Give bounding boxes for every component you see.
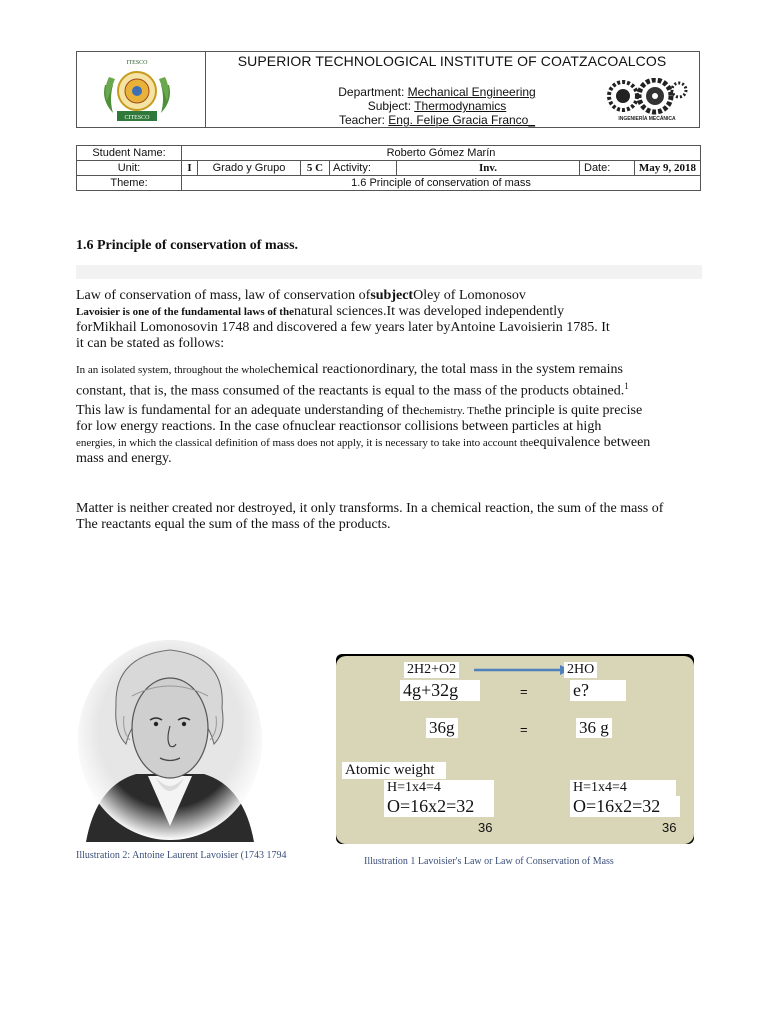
document-header <box>76 51 700 128</box>
unit-row <box>77 161 701 176</box>
p3-text-d: for low energy reactions. In the case ofnuclear reactionsor collisions between particles at high <box>76 419 602 434</box>
logo-bottom-text: CITESCO <box>124 115 150 121</box>
department-line <box>317 85 557 99</box>
p1-text-g: it can be stated as follows: <box>76 336 225 351</box>
p2-text-c: constant, that is, the mass consumed of the reactants is equal to the mass of the products obtained. <box>76 383 625 399</box>
date-cell <box>580 161 701 176</box>
department-label: Department: <box>338 85 408 99</box>
student-value: Roberto Gómez Marín <box>182 146 701 161</box>
p1-text-d: Lavoisier is one of the fundamental laws of the <box>76 306 294 318</box>
eng-logo-text: INGENIERÍA MECÁNICA <box>618 116 676 122</box>
subject-line <box>317 99 557 113</box>
p1-text-a: Law of conservation of mass, law of conservation of <box>76 288 371 303</box>
logo-cell <box>77 52 206 127</box>
date-value: May 9, 2018 <box>638 162 697 174</box>
atomic-weight-label: Atomic weight <box>342 762 446 779</box>
products-formula: 2HO <box>564 662 597 678</box>
paragraph-1 <box>76 288 702 352</box>
oxygen-left: O=16x2=32 <box>384 796 494 817</box>
equals-sign-1: = <box>520 684 528 699</box>
group-label: Grado y Grupo <box>198 161 301 176</box>
paragraph-3 <box>76 403 702 467</box>
equals-sign-2: = <box>520 722 528 737</box>
hydrogen-left: H=1x4=4 <box>384 780 494 796</box>
theme-label: Theme: <box>77 176 182 191</box>
oxygen-right: O=16x2=32 <box>570 796 680 817</box>
mechanical-engineering-logo <box>605 78 689 124</box>
p1-text-f: forMikhail Lomonosovin 1748 and discovered a few years later byAntoine Lavoisierin 1785. It <box>76 320 610 335</box>
p3-text-g: mass and energy. <box>76 451 172 466</box>
date-label: Date: <box>580 161 635 175</box>
unit-value: I <box>182 161 198 176</box>
shaded-band <box>76 265 702 279</box>
p4-text-a: Matter is neither created nor destroyed, it only transforms. In a chemical reaction, the sum of the mass of <box>76 501 664 516</box>
p2-text-a: In an isolated system, throughout the whole <box>76 364 269 376</box>
institute-name: SUPERIOR TECHNOLOGICAL INSTITUTE OF COATZACOALCOS <box>237 53 667 69</box>
paragraph-2 <box>76 362 702 400</box>
sum-right: 36 <box>662 820 677 835</box>
p4-text-b: The reactants equal the sum of the mass of the products. <box>76 517 391 532</box>
teacher-label: Teacher: <box>338 113 389 127</box>
hydrogen-right: H=1x4=4 <box>570 780 676 796</box>
group-value: 5 C <box>301 161 330 176</box>
theme-value: 1.6 Principle of conservation of mass <box>182 176 701 191</box>
sum-left: 36 <box>478 820 493 835</box>
student-row <box>77 146 701 161</box>
product-total: 36 g <box>576 718 612 738</box>
p3-text-f: equivalence between <box>533 435 651 450</box>
subject-value: Thermodynamics <box>414 99 507 113</box>
p3-text-c: the principle is quite precise <box>484 403 643 418</box>
p3-text-a: This law is fundamental for an adequate understanding of the <box>76 403 420 418</box>
theme-row <box>77 176 701 191</box>
student-label: Student Name: <box>77 146 182 161</box>
teacher-line <box>317 113 557 127</box>
slide-background <box>336 656 694 844</box>
p1-text-c: Oley of Lomonosov <box>413 288 526 303</box>
p3-text-e: energies, in which the classical definition of mass does not apply, it is necessary to take into account the <box>76 437 534 449</box>
activity-value: Inv. <box>397 161 580 176</box>
department-value: Mechanical Engineering <box>407 85 536 99</box>
section-heading: 1.6 Principle of conservation of mass. <box>76 238 299 253</box>
conservation-of-mass-slide <box>336 654 694 844</box>
student-info-table <box>76 145 701 191</box>
paragraph-4 <box>76 501 702 533</box>
reaction-arrow-icon <box>474 664 570 676</box>
lavoisier-portrait <box>76 636 264 842</box>
reactant-mass: 4g+32g <box>400 680 480 701</box>
p1-text-b: subject <box>370 288 414 303</box>
p2-text-b: chemical reactionordinary, the total mass in the system remains <box>268 362 623 377</box>
portrait-caption: Illustration 2: Antoine Laurent Lavoisier (1743 1794 <box>76 850 287 861</box>
slide-caption: Illustration 1 Lavoisier's Law or Law of Conservation of Mass <box>364 856 614 867</box>
logo-top-text: ITESCO <box>126 60 148 66</box>
subject-label: Subject: <box>367 99 415 113</box>
product-mass: e? <box>570 680 626 701</box>
itesco-logo <box>99 55 175 125</box>
teacher-value: Eng. Felipe Gracia Franco_ <box>388 113 536 127</box>
unit-label: Unit: <box>77 161 182 176</box>
activity-label: Activity: <box>330 161 397 176</box>
footnote-marker: 1 <box>624 381 629 391</box>
reactant-total: 36g <box>426 718 458 738</box>
reactants-formula: 2H2+O2 <box>404 662 459 678</box>
p3-text-b: chemistry. The <box>419 405 485 417</box>
p1-text-e: natural sciences.It was developed independently <box>293 304 565 319</box>
